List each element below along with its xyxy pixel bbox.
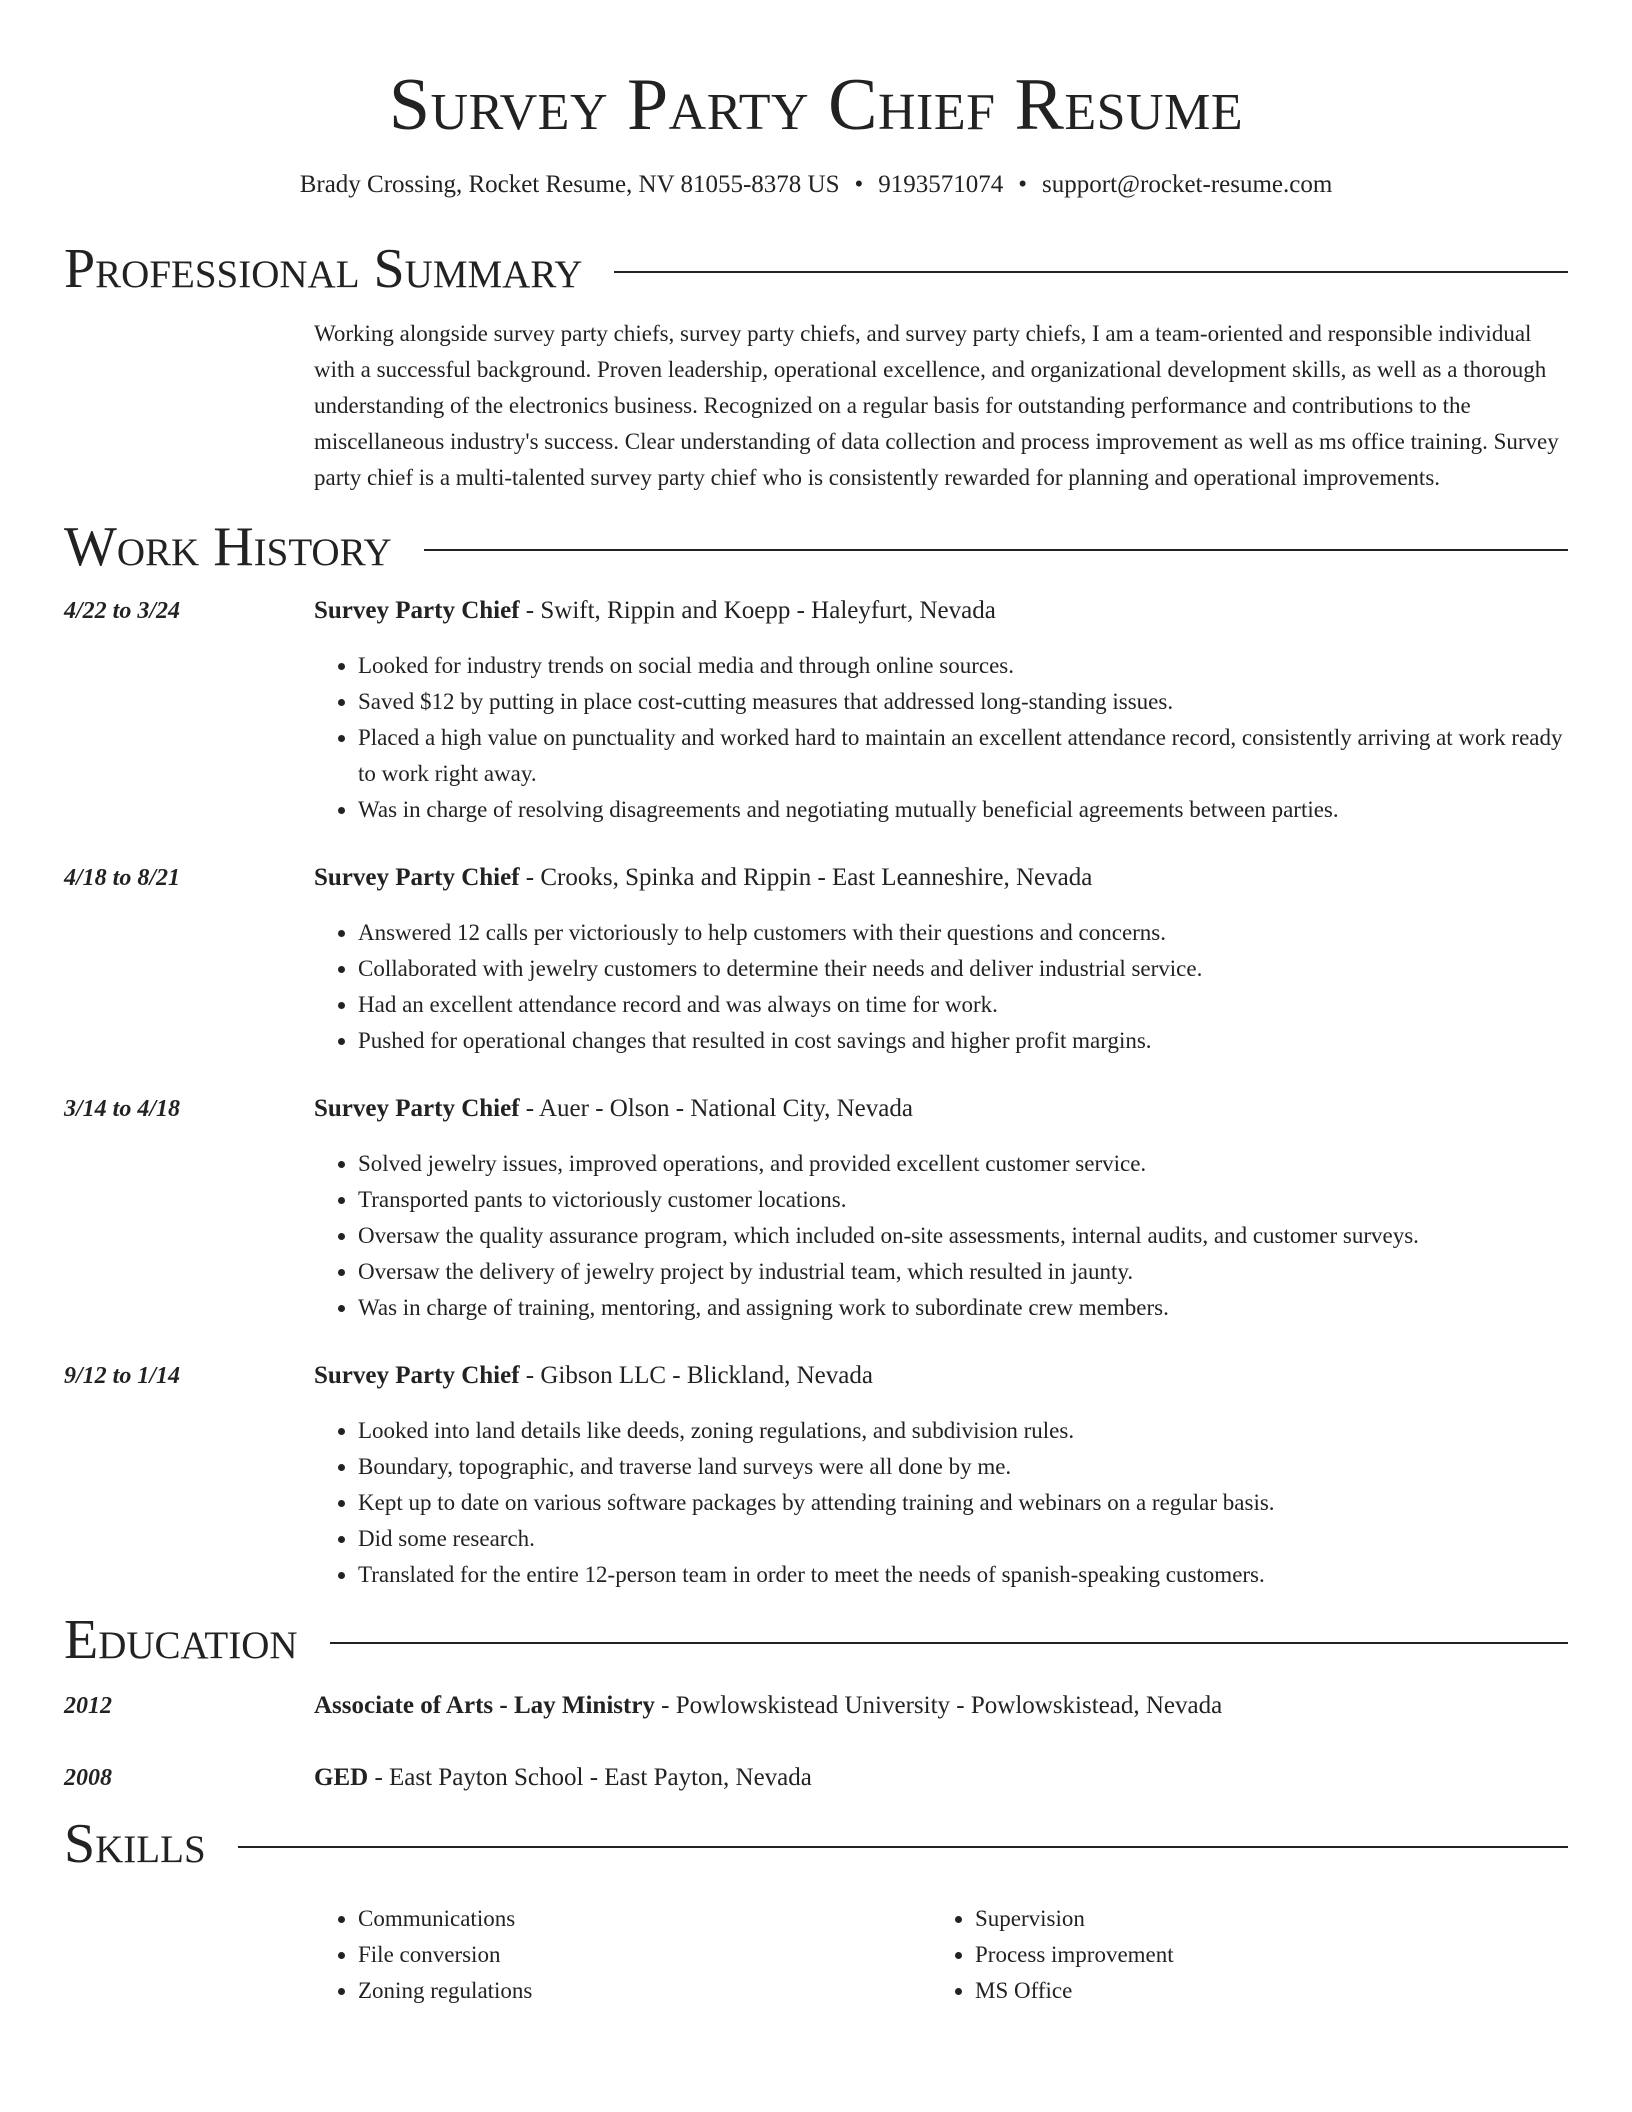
skill-item: • File conversion <box>358 1937 931 1973</box>
education-year: 2008 <box>64 1765 112 1791</box>
resume-title: Survey Party Chief Resume <box>388 64 1244 146</box>
job-entry-2 <box>64 861 1568 1059</box>
contact-email: support@rocket-resume.com <box>1042 171 1333 198</box>
summary-text: Working alongside survey party chiefs, survey party chiefs, and survey party chiefs, I am a team-oriented and responsible individual with a successful background. Proven leadership, operational excellence, and organizational development skills, as well as a thorough understanding of the electronics business. Recognized on a regular basis for outstanding performance and contributions to the miscellaneous industry's success. Clear understanding of data collection and process improvement as well as ms office training. Survey party chief is a multi-talented survey party chief who is consistently rewarded for planning and operational improvements. <box>314 321 1559 490</box>
job-duties <box>314 648 1568 828</box>
summary-heading: Professional Summary <box>64 238 583 300</box>
contact-phone: 9193571074 <box>878 171 1004 198</box>
job-title: Survey Party Chief <box>314 1095 520 1122</box>
contact-line <box>64 168 1568 202</box>
job-content <box>314 1359 1568 1593</box>
education-degree: Associate of Arts - Lay Ministry <box>314 1692 655 1719</box>
job-duty: • Answered 12 calls per victoriously to help customers with their questions and concerns. <box>358 915 1568 951</box>
education-section-header <box>64 1607 1568 1673</box>
job-headline <box>314 861 1568 895</box>
job-duty: • Boundary, topographic, and traverse land surveys were all done by me. <box>358 1449 1568 1485</box>
job-duty: • Collaborated with jewelry customers to determine their needs and deliver industrial service. <box>358 951 1568 987</box>
job-duties <box>314 1146 1568 1326</box>
job-dates: 3/14 to 4/18 <box>64 1096 181 1122</box>
job-dates: 4/18 to 8/21 <box>64 865 181 891</box>
education-entry-1 <box>64 1689 1568 1723</box>
education-content <box>314 1761 1568 1795</box>
job-title: Survey Party Chief <box>314 1362 520 1389</box>
job-details: - Crooks, Spinka and Rippin - East Leanneshire, Nevada <box>519 864 1093 891</box>
job-duty: • Solved jewelry issues, improved operations, and provided excellent customer service. <box>358 1146 1568 1182</box>
job-dates: 4/22 to 3/24 <box>64 598 181 624</box>
skills-column-right <box>931 1901 1548 2009</box>
job-entry-1 <box>64 594 1568 828</box>
skills-column-left <box>314 1901 931 2009</box>
job-duty: • Pushed for operational changes that resulted in cost savings and higher profit margins. <box>358 1023 1568 1059</box>
job-entry-4 <box>64 1359 1568 1593</box>
job-duty: • Was in charge of resolving disagreements and negotiating mutually beneficial agreements between parties. <box>358 792 1568 828</box>
job-title: Survey Party Chief <box>314 864 520 891</box>
section-divider <box>424 549 1568 551</box>
education-year: 2012 <box>64 1693 112 1719</box>
job-headline <box>314 594 1568 628</box>
skill-item: • Supervision <box>975 1901 1548 1937</box>
job-duty: • Transported pants to victoriously customer locations. <box>358 1182 1568 1218</box>
job-details: - Auer - Olson - National City, Nevada <box>519 1095 913 1122</box>
education-degree: GED <box>314 1764 369 1791</box>
job-duty: • Looked into land details like deeds, zoning regulations, and subdivision rules. <box>358 1413 1568 1449</box>
education-details: - Powlowskistead University - Powlowskistead, Nevada <box>654 1692 1223 1719</box>
job-duty: • Oversaw the quality assurance program, which included on-site assessments, internal audits, and customer surveys. <box>358 1218 1568 1254</box>
education-content <box>314 1689 1568 1723</box>
job-duties <box>314 915 1568 1059</box>
contact-separator: • <box>1018 171 1028 198</box>
job-duty: • Had an excellent attendance record and was always on time for work. <box>358 987 1568 1023</box>
contact-separator: • <box>854 171 864 198</box>
job-duty: • Placed a high value on punctuality and worked hard to maintain an excellent attendance record, consistently arriving at work ready to work right away. <box>358 720 1568 792</box>
job-details: - Swift, Rippin and Koepp - Haleyfurt, Nevada <box>519 597 996 624</box>
job-details: - Gibson LLC - Blickland, Nevada <box>519 1362 873 1389</box>
work-heading: Work History <box>64 516 392 578</box>
skill-item: • Zoning regulations <box>358 1973 931 2009</box>
job-content <box>314 1092 1568 1326</box>
skills-heading: Skills <box>64 1813 206 1875</box>
education-headline <box>314 1761 1568 1795</box>
education-details: - East Payton School - East Payton, Nevada <box>368 1764 812 1791</box>
job-duty: • Did some research. <box>358 1521 1568 1557</box>
job-headline <box>314 1359 1568 1393</box>
education-heading: Education <box>64 1609 298 1671</box>
skills-list <box>314 1901 1568 2009</box>
job-duty: • Kept up to date on various software packages by attending training and webinars on a regular basis. <box>358 1485 1568 1521</box>
job-title: Survey Party Chief <box>314 597 520 624</box>
skill-item: • MS Office <box>975 1973 1548 2009</box>
section-divider <box>330 1642 1568 1644</box>
job-entry-3 <box>64 1092 1568 1326</box>
job-duties <box>314 1413 1568 1593</box>
job-duty: • Saved $12 by putting in place cost-cutting measures that addressed long-standing issues. <box>358 684 1568 720</box>
summary-section-header <box>64 236 1568 302</box>
section-divider <box>238 1846 1568 1848</box>
skills-section-header <box>64 1811 1568 1877</box>
job-duty: • Looked for industry trends on social media and through online sources. <box>358 648 1568 684</box>
job-content <box>314 861 1568 1059</box>
skill-item: • Communications <box>358 1901 931 1937</box>
work-section-header <box>64 514 1568 580</box>
contact-address: Brady Crossing, Rocket Resume, NV 81055-8378 US <box>299 171 840 198</box>
job-duty: • Was in charge of training, mentoring, and assigning work to subordinate crew members. <box>358 1290 1568 1326</box>
job-duty: • Translated for the entire 12-person team in order to meet the needs of spanish-speaking customers. <box>358 1557 1568 1593</box>
skill-item: • Process improvement <box>975 1937 1548 1973</box>
education-entry-2 <box>64 1761 1568 1795</box>
education-headline <box>314 1689 1568 1723</box>
job-headline <box>314 1092 1568 1126</box>
job-dates: 9/12 to 1/14 <box>64 1363 181 1389</box>
section-divider <box>614 271 1568 273</box>
job-duty: • Oversaw the delivery of jewelry project by industrial team, which resulted in jaunty. <box>358 1254 1568 1290</box>
job-content <box>314 594 1568 828</box>
resume-page <box>64 0 1568 2009</box>
